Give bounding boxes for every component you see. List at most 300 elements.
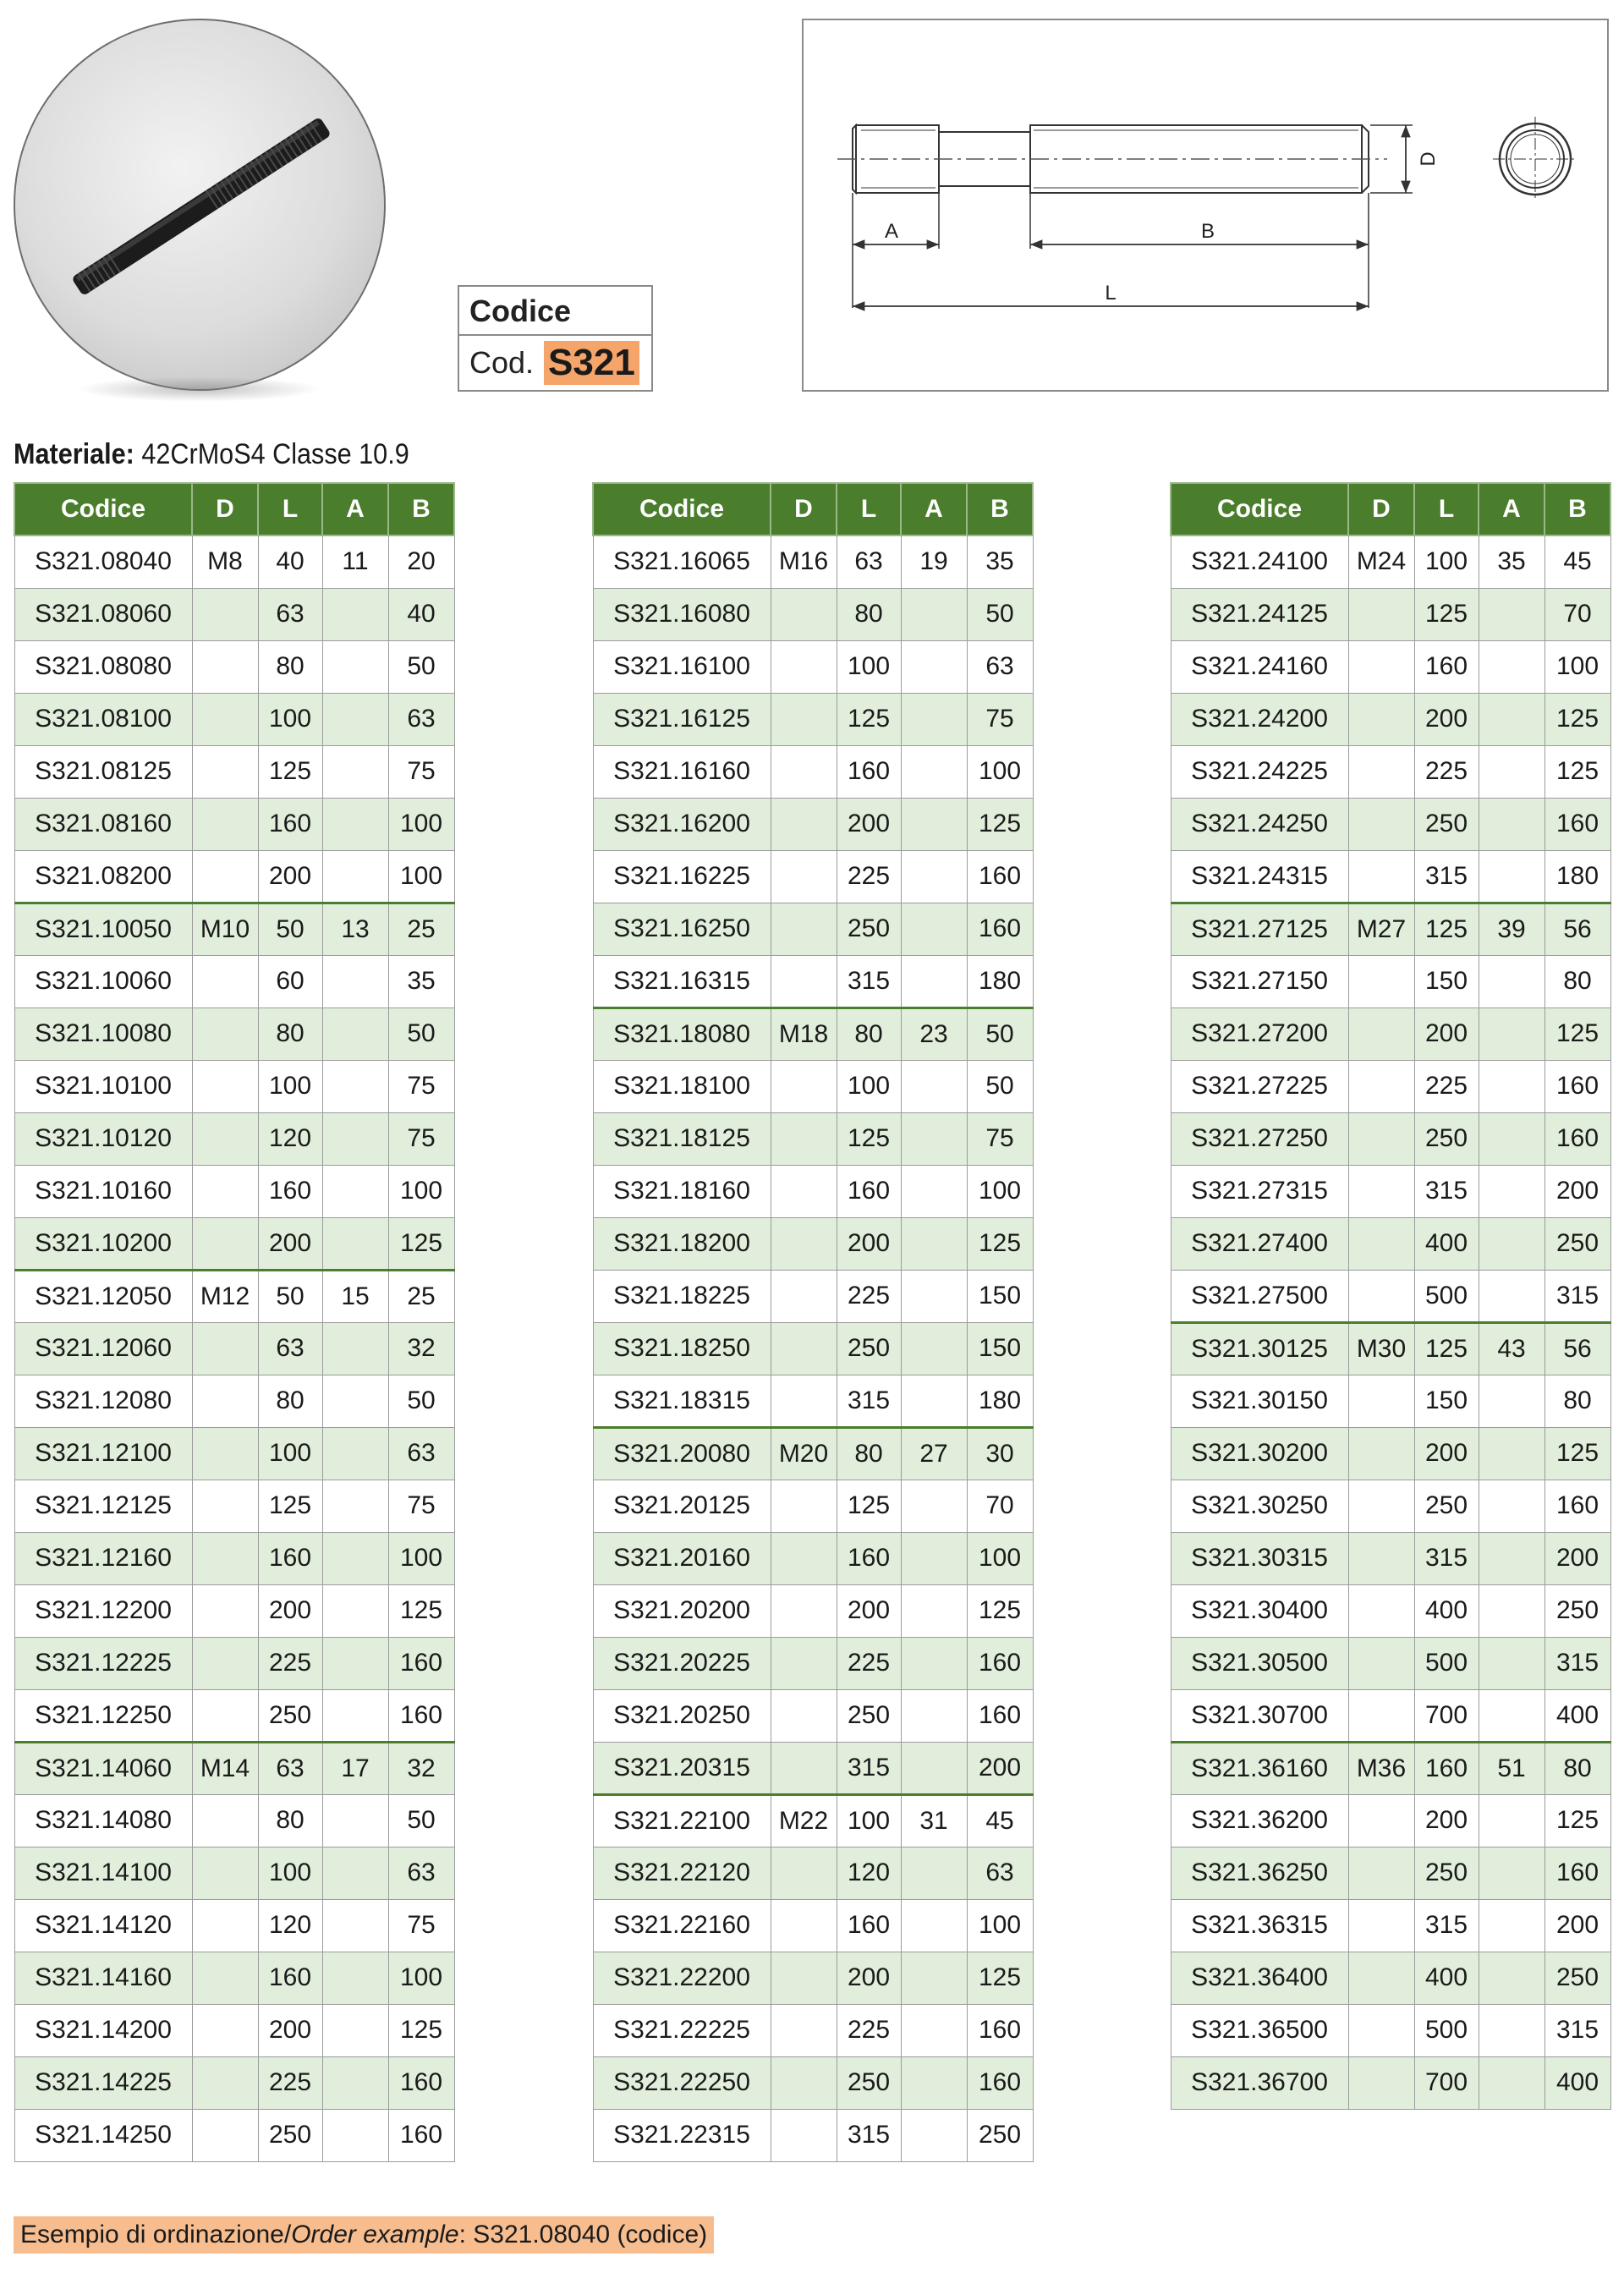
table-cell: 63 — [837, 535, 901, 588]
table-cell — [1348, 2004, 1414, 2056]
table-cell — [192, 640, 258, 693]
table-row — [14, 693, 454, 745]
table-cell — [192, 1480, 258, 1532]
table-cell — [901, 1375, 967, 1427]
table-cell: S321.36500 — [1171, 2004, 1348, 2056]
table-cell — [1479, 1847, 1544, 1899]
table-cell — [1479, 1427, 1544, 1480]
table-cell: S321.30500 — [1171, 1637, 1348, 1689]
table-cell: 75 — [388, 745, 454, 798]
table-cell: 125 — [837, 1112, 901, 1165]
table-cell: S321.20200 — [593, 1584, 771, 1637]
table-cell: 160 — [1544, 1112, 1610, 1165]
table-cell — [322, 1217, 388, 1270]
table-cell — [1479, 1375, 1544, 1427]
table-cell: 200 — [258, 1217, 322, 1270]
table-cell: 500 — [1414, 1270, 1479, 1322]
table-cell: 125 — [837, 1480, 901, 1532]
table-cell — [192, 1847, 258, 1899]
table-cell: S321.08125 — [14, 745, 192, 798]
table-cell: 160 — [1414, 1742, 1479, 1794]
table-cell: S321.14200 — [14, 2004, 192, 2056]
table-cell — [322, 1689, 388, 1742]
table-cell: S321.16315 — [593, 955, 771, 1007]
table-cell: 120 — [837, 1847, 901, 1899]
table-cell: S321.18315 — [593, 1375, 771, 1427]
table-cell — [771, 1270, 837, 1322]
table-cell — [192, 1427, 258, 1480]
table-cell: 160 — [837, 1532, 901, 1584]
table-row — [593, 2109, 1033, 2161]
table-cell: 250 — [837, 903, 901, 955]
table-cell: 32 — [388, 1742, 454, 1794]
table-cell: S321.36250 — [1171, 1847, 1348, 1899]
table-cell — [192, 2109, 258, 2161]
table-cell: S321.12225 — [14, 1637, 192, 1689]
table-cell: S321.18250 — [593, 1322, 771, 1375]
table-row — [593, 1899, 1033, 1952]
table-cell — [192, 1165, 258, 1217]
table-cell — [1479, 1112, 1544, 1165]
table-cell — [322, 1060, 388, 1112]
table-cell — [1479, 1899, 1544, 1952]
table-row — [14, 955, 454, 1007]
table-cell — [771, 903, 837, 955]
table-cell — [771, 588, 837, 640]
column-header: L — [1414, 483, 1479, 535]
table-cell: 160 — [258, 1532, 322, 1584]
table-cell — [1348, 1375, 1414, 1427]
table-cell: S321.36400 — [1171, 1952, 1348, 2004]
table-cell: 125 — [258, 1480, 322, 1532]
code-box-value-row — [459, 336, 651, 390]
table-cell — [192, 1899, 258, 1952]
table-cell: S321.22100 — [593, 1794, 771, 1847]
table-cell: S321.10060 — [14, 955, 192, 1007]
table-row — [14, 1060, 454, 1112]
table-cell: S321.30250 — [1171, 1480, 1348, 1532]
table-cell: 100 — [258, 1060, 322, 1112]
table-cell: 160 — [837, 1899, 901, 1952]
table-row — [14, 1217, 454, 1270]
table-header-row — [14, 483, 454, 535]
table-cell — [1479, 1952, 1544, 2004]
table-cell — [192, 1375, 258, 1427]
table-cell: S321.30125 — [1171, 1322, 1348, 1375]
table-cell — [1479, 1637, 1544, 1689]
table-cell: 160 — [388, 1689, 454, 1742]
table-cell: S321.14080 — [14, 1794, 192, 1847]
table-cell: S321.27200 — [1171, 1007, 1348, 1060]
table-cell — [192, 1112, 258, 1165]
table-cell: S321.22315 — [593, 2109, 771, 2161]
table-cell — [771, 1217, 837, 1270]
table-cell — [1348, 2056, 1414, 2109]
table-row — [1171, 1742, 1610, 1794]
table-cell: 80 — [258, 1007, 322, 1060]
table-cell — [1479, 1532, 1544, 1584]
table-cell: 80 — [837, 1427, 901, 1480]
code-prefix: Cod. — [469, 345, 535, 380]
table-row — [1171, 2056, 1610, 2109]
table-cell: 125 — [388, 2004, 454, 2056]
table-cell: S321.36315 — [1171, 1899, 1348, 1952]
table-cell — [771, 2056, 837, 2109]
table-row — [14, 1794, 454, 1847]
table-cell: S321.12125 — [14, 1480, 192, 1532]
table-row — [14, 535, 454, 588]
table-cell — [901, 1847, 967, 1899]
table-row — [1171, 745, 1610, 798]
example-text-it: Esempio di ordinazione/ — [20, 2221, 292, 2248]
table-cell — [1348, 693, 1414, 745]
table-cell: 100 — [1544, 640, 1610, 693]
table-cell: S321.27250 — [1171, 1112, 1348, 1165]
table-cell: 11 — [322, 535, 388, 588]
table-cell — [322, 850, 388, 903]
table-cell: 160 — [1544, 1847, 1610, 1899]
column-header: B — [967, 483, 1033, 535]
code-value: S321 — [544, 341, 639, 385]
table-cell: 125 — [388, 1217, 454, 1270]
example-code: S321.08040 (codice) — [473, 2221, 708, 2248]
table-cell: 70 — [1544, 588, 1610, 640]
table-cell: 315 — [837, 2109, 901, 2161]
table-row — [593, 1952, 1033, 2004]
table-cell: 50 — [258, 1270, 322, 1322]
table-cell: 75 — [967, 1112, 1033, 1165]
table-row — [14, 1952, 454, 2004]
table-cell — [1479, 955, 1544, 1007]
table-row — [1171, 1165, 1610, 1217]
table-cell: 225 — [837, 1637, 901, 1689]
table-cell — [322, 1794, 388, 1847]
table-cell: S321.30150 — [1171, 1375, 1348, 1427]
table-cell: 200 — [258, 1584, 322, 1637]
table-row — [1171, 588, 1610, 640]
table-cell — [192, 588, 258, 640]
table-cell: S321.16125 — [593, 693, 771, 745]
table-cell — [1348, 1847, 1414, 1899]
table-cell: 200 — [1414, 1794, 1479, 1847]
table-cell: 180 — [1544, 850, 1610, 903]
table-cell: 250 — [1414, 1480, 1479, 1532]
table-row — [593, 1480, 1033, 1532]
table-cell: 75 — [388, 1060, 454, 1112]
table-cell — [322, 2109, 388, 2161]
label-a: A — [884, 220, 899, 243]
table-cell: S321.22225 — [593, 2004, 771, 2056]
table-cell: S321.10160 — [14, 1165, 192, 1217]
table-cell: S321.12250 — [14, 1689, 192, 1742]
table-cell: 17 — [322, 1742, 388, 1794]
table-cell: 50 — [388, 1375, 454, 1427]
table-cell: 250 — [967, 2109, 1033, 2161]
table-cell — [1348, 1637, 1414, 1689]
table-row — [593, 1112, 1033, 1165]
table-cell — [192, 1217, 258, 1270]
table-cell — [322, 588, 388, 640]
table-cell — [192, 1060, 258, 1112]
table-cell: 20 — [388, 535, 454, 588]
table-cell: S321.36200 — [1171, 1794, 1348, 1847]
table-row — [593, 640, 1033, 693]
table-cell — [1479, 640, 1544, 693]
table-cell — [771, 1952, 837, 2004]
table-row — [1171, 1899, 1610, 1952]
table-cell: 125 — [1544, 1794, 1610, 1847]
table-row — [593, 535, 1033, 588]
table-cell: S321.08060 — [14, 588, 192, 640]
table-cell: 160 — [837, 1165, 901, 1217]
table-cell — [192, 1007, 258, 1060]
table-row — [593, 2004, 1033, 2056]
table-cell — [771, 1375, 837, 1427]
table-cell: M14 — [192, 1742, 258, 1794]
table-cell: S321.20125 — [593, 1480, 771, 1532]
table-row — [593, 1270, 1033, 1322]
stud-bolt-image — [15, 20, 387, 393]
label-b: B — [1200, 220, 1215, 243]
table-cell: 200 — [1544, 1899, 1610, 1952]
table-cell — [1348, 955, 1414, 1007]
table-cell: 250 — [1544, 1217, 1610, 1270]
table-cell — [1479, 1480, 1544, 1532]
table-cell: 150 — [1414, 1375, 1479, 1427]
table-cell: S321.12050 — [14, 1270, 192, 1322]
table-cell: 100 — [388, 1952, 454, 2004]
table-cell: 50 — [967, 588, 1033, 640]
table-cell: S321.20080 — [593, 1427, 771, 1480]
table-row — [14, 1165, 454, 1217]
table-cell: 400 — [1544, 1689, 1610, 1742]
table-header-row — [593, 483, 1033, 535]
table-cell: M18 — [771, 1007, 837, 1060]
table-cell: S321.24100 — [1171, 535, 1348, 588]
table-cell: 63 — [258, 1322, 322, 1375]
table-row — [593, 1375, 1033, 1427]
table-cell: 200 — [837, 1952, 901, 2004]
table-cell: 160 — [1414, 640, 1479, 693]
table-cell — [1348, 1480, 1414, 1532]
table-cell: S321.24250 — [1171, 798, 1348, 850]
table-cell: 60 — [258, 955, 322, 1007]
table-cell: 63 — [388, 693, 454, 745]
table-cell — [322, 1480, 388, 1532]
table-cell: S321.10080 — [14, 1007, 192, 1060]
table-cell: 500 — [1414, 1637, 1479, 1689]
table-cell — [771, 1637, 837, 1689]
table-cell — [1348, 1952, 1414, 2004]
table-cell: S321.14060 — [14, 1742, 192, 1794]
table-row — [1171, 1375, 1610, 1427]
table-cell: 250 — [837, 1322, 901, 1375]
table-row — [14, 798, 454, 850]
table-cell — [901, 903, 967, 955]
table-cell: 75 — [967, 693, 1033, 745]
table-row — [1171, 1637, 1610, 1689]
table-cell: 80 — [258, 640, 322, 693]
table-cell — [322, 1899, 388, 1952]
table-cell: 200 — [1414, 693, 1479, 745]
table-cell — [192, 850, 258, 903]
material-label — [14, 438, 409, 471]
table-cell — [322, 1112, 388, 1165]
table-cell — [192, 1794, 258, 1847]
table-cell: 200 — [837, 1584, 901, 1637]
table-cell: 200 — [1544, 1532, 1610, 1584]
table-cell — [1348, 1532, 1414, 1584]
column-header: Codice — [14, 483, 192, 535]
table-cell — [322, 693, 388, 745]
table-cell — [192, 1689, 258, 1742]
table-cell: 250 — [258, 2109, 322, 2161]
table-cell: 50 — [388, 1007, 454, 1060]
table-cell — [192, 693, 258, 745]
table-cell: S321.20315 — [593, 1742, 771, 1794]
table-cell: S321.14120 — [14, 1899, 192, 1952]
table-cell — [1479, 745, 1544, 798]
table-cell: S321.16065 — [593, 535, 771, 588]
table-row — [14, 903, 454, 955]
table-cell — [901, 2056, 967, 2109]
table-cell — [1479, 693, 1544, 745]
table-cell — [1479, 1270, 1544, 1322]
table-cell — [322, 798, 388, 850]
table-cell: 150 — [967, 1322, 1033, 1375]
table-cell: 63 — [967, 640, 1033, 693]
table-cell: 30 — [967, 1427, 1033, 1480]
table-row — [14, 1322, 454, 1375]
table-cell: 125 — [1544, 1427, 1610, 1480]
table-cell: 225 — [1414, 1060, 1479, 1112]
table-cell: 160 — [388, 2056, 454, 2109]
dimensions-table-1 — [14, 482, 455, 2162]
table-cell — [771, 1112, 837, 1165]
table-cell — [1479, 2056, 1544, 2109]
table-cell: 160 — [258, 798, 322, 850]
table-cell: 200 — [1544, 1165, 1610, 1217]
table-cell — [1348, 850, 1414, 903]
table-cell: 400 — [1414, 1952, 1479, 2004]
table-row — [1171, 1322, 1610, 1375]
table-cell — [192, 1637, 258, 1689]
table-cell — [1479, 1794, 1544, 1847]
table-row — [593, 2056, 1033, 2109]
column-header: A — [901, 483, 967, 535]
dimension-diagram — [804, 20, 1607, 390]
column-header: A — [322, 483, 388, 535]
table-cell — [1348, 1165, 1414, 1217]
table-cell — [771, 1322, 837, 1375]
table-cell: 125 — [258, 745, 322, 798]
table-row — [14, 745, 454, 798]
table-cell: 225 — [258, 1637, 322, 1689]
table-cell: 40 — [388, 588, 454, 640]
table-cell: 125 — [967, 1217, 1033, 1270]
table-cell: 125 — [837, 693, 901, 745]
table-cell: S321.10200 — [14, 1217, 192, 1270]
table-cell: 225 — [258, 2056, 322, 2109]
table-row — [14, 1689, 454, 1742]
table-cell: 63 — [258, 588, 322, 640]
table-row — [14, 1007, 454, 1060]
table-row — [593, 1794, 1033, 1847]
table-row — [14, 1847, 454, 1899]
table-cell: S321.12100 — [14, 1427, 192, 1480]
table-row — [1171, 1480, 1610, 1532]
table-cell: S321.36160 — [1171, 1742, 1348, 1794]
table-cell: 160 — [967, 1689, 1033, 1742]
table-cell: 200 — [837, 1217, 901, 1270]
table-cell: 125 — [1544, 1007, 1610, 1060]
table-row — [1171, 1532, 1610, 1584]
table-cell — [322, 1007, 388, 1060]
table-cell: 63 — [388, 1427, 454, 1480]
table-cell: S321.24315 — [1171, 850, 1348, 903]
table-row — [1171, 693, 1610, 745]
table-cell — [1479, 1689, 1544, 1742]
table-cell: 100 — [388, 798, 454, 850]
table-row — [14, 1375, 454, 1427]
table-cell — [901, 955, 967, 1007]
table-cell: 315 — [837, 1375, 901, 1427]
table-cell — [322, 745, 388, 798]
table-row — [1171, 1794, 1610, 1847]
table-row — [1171, 1952, 1610, 2004]
table-cell: 15 — [322, 1270, 388, 1322]
table-cell — [322, 640, 388, 693]
table-cell — [901, 1322, 967, 1375]
table-cell: 125 — [1544, 693, 1610, 745]
table-row — [1171, 1847, 1610, 1899]
table-cell: M27 — [1348, 903, 1414, 955]
table-cell: 315 — [1414, 1899, 1479, 1952]
table-row — [1171, 2004, 1610, 2056]
table-row — [14, 1637, 454, 1689]
table-cell: S321.27150 — [1171, 955, 1348, 1007]
example-text-en: Order example — [291, 2221, 459, 2248]
table-cell — [192, 955, 258, 1007]
table-row — [593, 1322, 1033, 1375]
table-cell — [901, 1689, 967, 1742]
table-cell: S321.27400 — [1171, 1217, 1348, 1270]
table-cell: S321.10050 — [14, 903, 192, 955]
table-cell: 50 — [388, 1794, 454, 1847]
table-row — [593, 1217, 1033, 1270]
table-cell: 700 — [1414, 1689, 1479, 1742]
table-row — [593, 693, 1033, 745]
table-cell: 75 — [388, 1480, 454, 1532]
table-cell — [192, 1532, 258, 1584]
table-row — [14, 1480, 454, 1532]
table-cell: M36 — [1348, 1742, 1414, 1794]
table-cell: S321.14225 — [14, 2056, 192, 2109]
table-cell — [901, 1270, 967, 1322]
table-cell — [901, 640, 967, 693]
column-header: Codice — [593, 483, 771, 535]
table-cell — [1348, 1217, 1414, 1270]
table-cell — [901, 850, 967, 903]
column-header: L — [258, 483, 322, 535]
table-cell: 100 — [258, 693, 322, 745]
table-cell: S321.27225 — [1171, 1060, 1348, 1112]
table-cell — [1479, 588, 1544, 640]
table-cell: 39 — [1479, 903, 1544, 955]
table-cell — [1348, 1270, 1414, 1322]
table-cell: S321.30315 — [1171, 1532, 1348, 1584]
table-cell: S321.22250 — [593, 2056, 771, 2109]
